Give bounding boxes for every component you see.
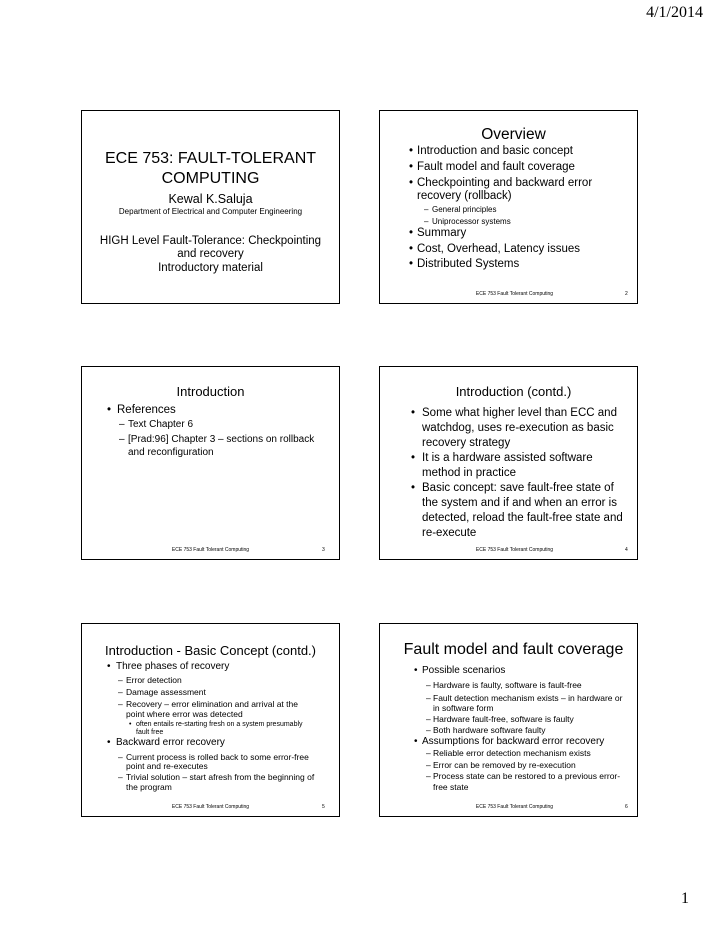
slide-note: Introductory material [158, 262, 263, 274]
bullet-item: • Possible scenarios [422, 666, 505, 676]
sub-sub-bullet-item: • often entails re-starting fresh on a system presumably [136, 721, 303, 728]
sub-bullet-item: – Process state can be restored to a previous error- [433, 772, 620, 781]
slide-5 [81, 623, 340, 817]
department-name: Department of Electrical and Computer Engineering [118, 207, 303, 216]
bullet-item: • Fault model and fault coverage [417, 162, 575, 174]
sub-bullet-item: – Reliable error detection mechanism exists [433, 749, 591, 758]
sub-bullet-item: – Uniprocessor systems [432, 218, 511, 226]
bullet-item: • Some what higher level than ECC and [422, 408, 617, 420]
slide-number: 3 [322, 546, 325, 553]
slide-1 [81, 110, 340, 304]
slide-2 [379, 110, 638, 304]
sub-bullet-item: – Trivial solution – start afresh from the beginning of [126, 773, 314, 782]
slide-number: 5 [322, 803, 325, 810]
print-date: 4/1/2014 [646, 4, 703, 21]
author-name: Kewal K.Saluja [168, 192, 253, 206]
slide-subtitle: HIGH Level Fault-Tolerance: Checkpointing [99, 235, 322, 247]
sub-bullet-item: – General principles [432, 206, 496, 214]
slide-footer: ECE 753 Fault Tolerant Computing [475, 290, 554, 297]
bullet-continuation: re-execute [422, 527, 477, 539]
slide-3 [81, 366, 340, 560]
slide-number: 2 [625, 290, 628, 297]
slide-title: ECE 753: FAULT-TOLERANT [104, 150, 317, 167]
sub-sub-bullet-continuation: fault free [136, 728, 164, 736]
sub-bullet-continuation: point and re-executes [126, 760, 208, 771]
bullet-continuation: the system and if and when an error is [422, 497, 617, 509]
sub-bullet-item: – Both hardware software faulty [433, 726, 545, 735]
slide-footer: ECE 753 Fault Tolerant Computing [171, 546, 250, 553]
bullet-item: • Backward error recovery [116, 738, 225, 748]
bullet-item: • References [117, 405, 176, 417]
bullet-item: • It is a hardware assisted software [422, 453, 593, 465]
sub-bullet-item: – Error can be removed by re-execution [433, 761, 576, 770]
sub-bullet-item: – Hardware fault-free, software is faulty [433, 715, 574, 724]
bullet-item: • Checkpointing and backward error [417, 178, 592, 190]
slide-footer: ECE 753 Fault Tolerant Computing [171, 803, 250, 810]
slide-title: COMPUTING [161, 170, 260, 187]
sub-bullet-continuation: and reconfiguration [128, 447, 214, 458]
slide-number: 6 [625, 803, 628, 810]
sub-bullet-continuation: the program [126, 781, 172, 792]
slide-subtitle: and recovery [177, 248, 244, 260]
sub-bullet-continuation: free state [433, 781, 469, 792]
sub-bullet-item: – Fault detection mechanism exists – in hardware or [433, 694, 622, 703]
bullet-item: • Basic concept: save fault-free state of [422, 483, 614, 495]
bullet-item: • Three phases of recovery [116, 662, 229, 672]
sub-bullet-continuation: point where error was detected [126, 708, 243, 719]
slide-footer: ECE 753 Fault Tolerant Computing [475, 803, 554, 810]
bullet-continuation: detected, reload the fault-free state and [422, 512, 623, 524]
bullet-item: • Summary [417, 228, 466, 240]
sub-bullet-item: – Error detection [126, 676, 182, 685]
sub-bullet-item: – Hardware is faulty, software is fault-free [433, 681, 582, 690]
sub-bullet-item: – Text Chapter 6 [128, 420, 193, 430]
bullet-item: • Cost, Overhead, Latency issues [417, 244, 580, 256]
slide-6 [379, 623, 638, 817]
slide-title: Introduction [176, 383, 245, 399]
slide-title: Fault model and fault coverage [403, 641, 624, 658]
page-number: 1 [681, 890, 689, 907]
sub-bullet-item: – Recovery – error elimination and arrival at the [126, 700, 298, 709]
bullet-item: • Introduction and basic concept [417, 146, 573, 158]
slide-footer: ECE 753 Fault Tolerant Computing [475, 546, 554, 553]
sub-bullet-item: – Current process is rolled back to some error-free [126, 753, 309, 762]
slide-title: Overview [481, 126, 546, 143]
slide-title: Introduction - Basic Concept (contd.) [105, 642, 316, 658]
sub-bullet-item: – [Prad:96] Chapter 3 – sections on rollback [128, 435, 314, 445]
slide-4 [379, 366, 638, 560]
slide-title: Introduction (contd.) [455, 383, 572, 399]
bullet-item: • Assumptions for backward error recovery [422, 737, 604, 747]
bullet-item: • Distributed Systems [417, 259, 519, 271]
bullet-continuation: recovery (rollback) [417, 190, 512, 202]
bullet-continuation: watchdog, uses re-execution as basic [422, 422, 614, 434]
bullet-continuation: method in practice [422, 467, 516, 479]
sub-bullet-item: – Damage assessment [126, 688, 206, 697]
bullet-continuation: recovery strategy [422, 437, 511, 449]
slide-number: 4 [625, 546, 628, 553]
sub-bullet-continuation: in software form [433, 702, 494, 713]
